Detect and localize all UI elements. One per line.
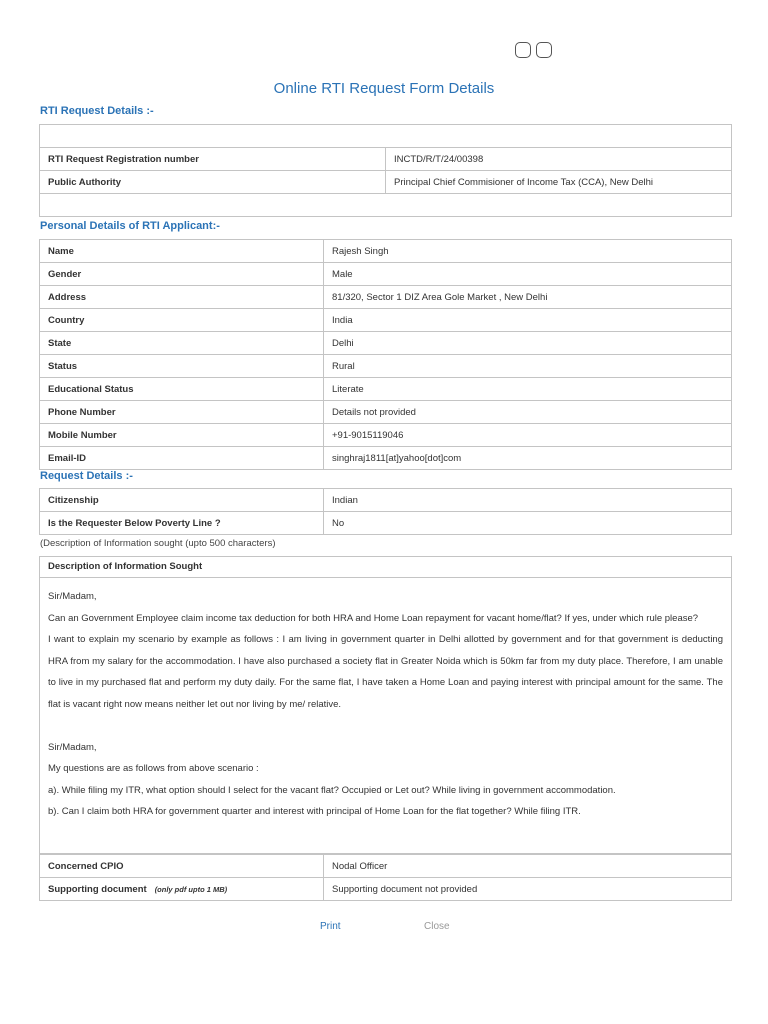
field-label: Mobile Number <box>40 424 324 447</box>
description-paragraph: Sir/Madam, <box>48 591 97 602</box>
personal-details-table <box>39 239 732 470</box>
section-title-personal: Personal Details of RTI Applicant:- <box>40 220 220 232</box>
field-label: Educational Status <box>40 378 324 401</box>
field-value: Rajesh Singh <box>324 240 732 263</box>
supporting-doc-label: Supporting document <box>48 883 147 895</box>
field-value: Male <box>324 263 732 286</box>
table-row <box>40 263 732 286</box>
field-value: Principal Chief Commisioner of Income Tax (CCA), New Delhi <box>386 171 732 194</box>
field-value: No <box>324 512 732 535</box>
description-paragraph: I want to explain my scenario by example as follows : I am living in government quarter in Delhi allotted by government and for that government is deducting HRA from my salary for the accommodation. I have also purchased a society flat in Greater Noida which is 50km far from my duty place. Therefore, I am unable to live in my purchased flat and perform my duty daily. For the same flat, I have taken a Home Loan and paying interest with principal amount for the same. The flat is vacant right now means neither let out nor living by me/ relative. <box>48 634 723 710</box>
description-header: Description of Information Sought <box>40 557 731 578</box>
field-value: 81/320, Sector 1 DIZ Area Gole Market , New Delhi <box>324 286 732 309</box>
description-paragraph: b). Can I claim both HRA for government quarter and interest with principal of Home Loan for the flat together? While filing ITR. <box>48 806 581 817</box>
table-row <box>40 309 732 332</box>
field-value: Literate <box>324 378 732 401</box>
description-paragraph: My questions are as follows from above scenario : <box>48 763 259 774</box>
table-row <box>40 512 732 535</box>
field-value: Indian <box>324 489 732 512</box>
table-row <box>40 447 732 470</box>
table-row <box>40 878 732 901</box>
field-label: Is the Requester Below Poverty Line ? <box>40 512 324 535</box>
field-label: Email-ID <box>40 447 324 470</box>
field-label: Phone Number <box>40 401 324 424</box>
supporting-doc-note: (only pdf upto 1 MB) <box>154 884 228 894</box>
description-box <box>39 556 732 854</box>
field-value: INCTD/R/T/24/00398 <box>386 148 732 171</box>
field-value: Supporting document not provided <box>324 878 732 901</box>
description-body <box>40 578 731 823</box>
field-label: Country <box>40 309 324 332</box>
field-label: Public Authority <box>40 171 386 194</box>
field-label: Name <box>40 240 324 263</box>
field-label: Concerned CPIO <box>40 855 324 878</box>
table-row <box>40 286 732 309</box>
empty-row <box>40 125 732 148</box>
toggle-icon-left[interactable] <box>515 42 531 58</box>
cpio-table <box>39 854 732 901</box>
print-link[interactable]: Print <box>320 921 341 932</box>
table-row <box>40 240 732 263</box>
field-value: +91-9015119046 <box>324 424 732 447</box>
table-row <box>40 401 732 424</box>
table-row <box>40 855 732 878</box>
field-label: Status <box>40 355 324 378</box>
table-row <box>40 489 732 512</box>
section-title-request: Request Details :- <box>40 470 133 482</box>
description-paragraph: a). While filing my ITR, what option should I select for the vacant flat? Occupied or Let out? While living in government accommodation. <box>48 784 616 796</box>
field-value: Nodal Officer <box>324 855 732 878</box>
field-value: Delhi <box>324 332 732 355</box>
empty-row <box>40 194 732 217</box>
field-label: Citizenship <box>40 489 324 512</box>
field-label: State <box>40 332 324 355</box>
request-details-table <box>39 488 732 535</box>
field-value: Details not provided <box>324 401 732 424</box>
field-value: India <box>324 309 732 332</box>
table-row <box>40 332 732 355</box>
field-label: Gender <box>40 263 324 286</box>
table-row <box>40 148 732 171</box>
window-toggle-group <box>515 42 552 58</box>
table-row <box>40 424 732 447</box>
table-row <box>40 171 732 194</box>
field-label: RTI Request Registration number <box>40 148 386 171</box>
rti-details-table <box>39 124 732 217</box>
field-label: Address <box>40 286 324 309</box>
field-value: Rural <box>324 355 732 378</box>
page-title: Online RTI Request Form Details <box>273 80 495 97</box>
field-label <box>40 878 324 901</box>
close-link[interactable]: Close <box>424 921 450 932</box>
table-row <box>40 378 732 401</box>
toggle-icon-right[interactable] <box>536 42 552 58</box>
description-paragraph: Sir/Madam, <box>48 741 97 753</box>
section-title-rti: RTI Request Details :- <box>40 105 154 117</box>
description-note: (Description of Information sought (upto 500 characters) <box>40 538 276 549</box>
description-paragraph: Can an Government Employee claim income tax deduction for both HRA and Home Loan repayment for vacant home/flat? If yes, under which rule please? <box>48 612 699 624</box>
field-value: singhraj1811[at]yahoo[dot]com <box>324 447 732 470</box>
table-row <box>40 355 732 378</box>
